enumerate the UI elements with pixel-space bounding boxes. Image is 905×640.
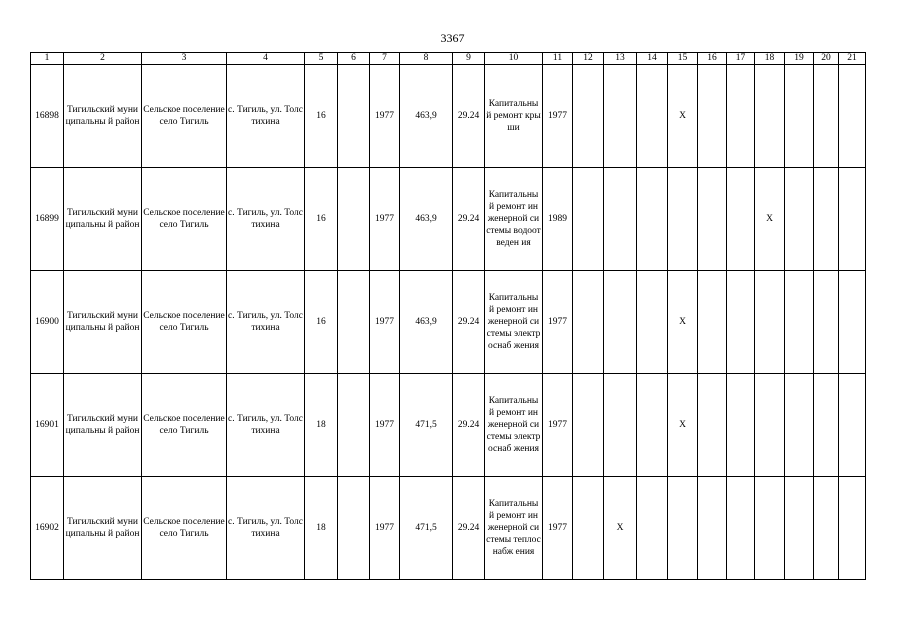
table-cell xyxy=(755,271,785,374)
column-number-cell: 6 xyxy=(338,53,370,65)
table-cell xyxy=(573,374,604,477)
column-number-cell: 12 xyxy=(573,53,604,65)
table-cell: Сельское поселение село Тигиль xyxy=(142,271,227,374)
table-cell xyxy=(637,65,668,168)
table-cell xyxy=(604,374,637,477)
table-cell: Капитальны й ремонт инженерной системы электроснаб жения xyxy=(485,271,543,374)
table-cell: 1977 xyxy=(543,477,573,580)
table-cell: 16899 xyxy=(31,168,64,271)
table-cell xyxy=(839,477,866,580)
table-cell xyxy=(814,65,839,168)
column-number-cell: 9 xyxy=(453,53,485,65)
column-number-cell: 2 xyxy=(64,53,142,65)
column-number-cell: 13 xyxy=(604,53,637,65)
table-cell: 16898 xyxy=(31,65,64,168)
table-cell xyxy=(338,168,370,271)
table-cell xyxy=(727,65,755,168)
table-cell: Тигильский муниципальны й район xyxy=(64,374,142,477)
table-cell xyxy=(785,271,814,374)
table-cell: Капитальны й ремонт инженерной системы водоотведен ия xyxy=(485,168,543,271)
table-cell: 463,9 xyxy=(400,271,453,374)
table-cell xyxy=(338,65,370,168)
page-number: 3367 xyxy=(440,31,465,45)
table-cell xyxy=(338,374,370,477)
table-cell: 1977 xyxy=(543,374,573,477)
table-cell: 463,9 xyxy=(400,65,453,168)
table-cell xyxy=(785,477,814,580)
table-cell: 1977 xyxy=(543,271,573,374)
table-cell: 29.24 xyxy=(453,168,485,271)
table-cell: Сельское поселение село Тигиль xyxy=(142,374,227,477)
table-cell: X xyxy=(668,374,698,477)
table-cell: 18 xyxy=(305,374,338,477)
column-number-cell: 18 xyxy=(755,53,785,65)
table-cell xyxy=(755,374,785,477)
column-number-cell: 15 xyxy=(668,53,698,65)
table-cell: 16 xyxy=(305,168,338,271)
registry-table xyxy=(30,52,866,580)
column-number-cell: 20 xyxy=(814,53,839,65)
table-cell: 1977 xyxy=(370,65,400,168)
table-cell xyxy=(839,374,866,477)
column-number-cell: 8 xyxy=(400,53,453,65)
table-cell: 1977 xyxy=(370,374,400,477)
column-number-cell: 1 xyxy=(31,53,64,65)
table-cell: 16 xyxy=(305,65,338,168)
table-cell xyxy=(727,374,755,477)
table-cell: с. Тигиль, ул. Толстихина xyxy=(227,271,305,374)
table-cell xyxy=(814,271,839,374)
table-cell xyxy=(604,65,637,168)
table-cell: 1977 xyxy=(370,168,400,271)
table-cell: 16901 xyxy=(31,374,64,477)
table-cell: 1977 xyxy=(543,65,573,168)
table-cell: Тигильский муниципальны й район xyxy=(64,65,142,168)
table-cell xyxy=(338,477,370,580)
table-cell: Сельское поселение село Тигиль xyxy=(142,477,227,580)
table-cell xyxy=(839,65,866,168)
column-number-cell: 4 xyxy=(227,53,305,65)
table-cell: 29.24 xyxy=(453,374,485,477)
table-cell: 29.24 xyxy=(453,477,485,580)
table-cell: X xyxy=(604,477,637,580)
table-cell xyxy=(785,374,814,477)
table-row xyxy=(31,168,866,271)
table-cell xyxy=(839,271,866,374)
table-cell: X xyxy=(668,271,698,374)
table-cell xyxy=(814,374,839,477)
table-cell: 471,5 xyxy=(400,374,453,477)
table-cell xyxy=(698,168,727,271)
table-cell: 29.24 xyxy=(453,65,485,168)
table-cell: 1989 xyxy=(543,168,573,271)
table-cell xyxy=(573,271,604,374)
table-cell xyxy=(698,477,727,580)
table-cell: Капитальны й ремонт инженерной системы электроснаб жения xyxy=(485,374,543,477)
table-row xyxy=(31,374,866,477)
table-cell: Капитальны й ремонт крыши xyxy=(485,65,543,168)
table-cell: 1977 xyxy=(370,271,400,374)
table-cell: X xyxy=(668,65,698,168)
table-cell xyxy=(604,271,637,374)
table-cell xyxy=(785,168,814,271)
table-cell: 16900 xyxy=(31,271,64,374)
table-cell xyxy=(839,168,866,271)
table-cell xyxy=(637,374,668,477)
table-cell xyxy=(727,477,755,580)
table-cell xyxy=(727,271,755,374)
table-cell: X xyxy=(755,168,785,271)
table-cell: с. Тигиль, ул. Толстихина xyxy=(227,477,305,580)
table-cell: Сельское поселение село Тигиль xyxy=(142,168,227,271)
column-number-cell: 3 xyxy=(142,53,227,65)
column-number-cell: 10 xyxy=(485,53,543,65)
table-cell xyxy=(698,374,727,477)
table-cell xyxy=(604,168,637,271)
table-cell: 29.24 xyxy=(453,271,485,374)
table-cell xyxy=(637,168,668,271)
column-number-cell: 19 xyxy=(785,53,814,65)
table-cell xyxy=(668,168,698,271)
table-cell: Тигильский муниципальны й район xyxy=(64,271,142,374)
column-number-cell: 16 xyxy=(698,53,727,65)
table-cell xyxy=(814,168,839,271)
table-row xyxy=(31,65,866,168)
table-cell: Тигильский муниципальны й район xyxy=(64,477,142,580)
table-cell xyxy=(573,65,604,168)
table-cell xyxy=(637,271,668,374)
column-number-cell: 21 xyxy=(839,53,866,65)
table-cell: Капитальны й ремонт инженерной системы теплоснабж ения xyxy=(485,477,543,580)
column-number-cell: 5 xyxy=(305,53,338,65)
table-cell: 16 xyxy=(305,271,338,374)
table-cell xyxy=(755,65,785,168)
table-cell xyxy=(727,168,755,271)
table-cell: с. Тигиль, ул. Толстихина xyxy=(227,374,305,477)
table-cell: 1977 xyxy=(370,477,400,580)
column-number-cell: 11 xyxy=(543,53,573,65)
table-cell: Сельское поселение село Тигиль xyxy=(142,65,227,168)
table-cell xyxy=(573,168,604,271)
table-cell: 463,9 xyxy=(400,168,453,271)
table-cell: 16902 xyxy=(31,477,64,580)
table-cell: Тигильский муниципальны й район xyxy=(64,168,142,271)
table-cell: 471,5 xyxy=(400,477,453,580)
table-cell xyxy=(338,271,370,374)
column-number-cell: 14 xyxy=(637,53,668,65)
column-number-row xyxy=(31,53,866,65)
table-row xyxy=(31,477,866,580)
table-cell xyxy=(573,477,604,580)
table-cell xyxy=(668,477,698,580)
table-cell: 18 xyxy=(305,477,338,580)
table-cell xyxy=(637,477,668,580)
table-cell: с. Тигиль, ул. Толстихина xyxy=(227,168,305,271)
table-cell: с. Тигиль, ул. Толстихина xyxy=(227,65,305,168)
table-cell xyxy=(698,271,727,374)
table-row xyxy=(31,271,866,374)
table-cell xyxy=(814,477,839,580)
column-number-cell: 7 xyxy=(370,53,400,65)
table-cell xyxy=(755,477,785,580)
column-number-cell: 17 xyxy=(727,53,755,65)
table-cell xyxy=(785,65,814,168)
table-cell xyxy=(698,65,727,168)
